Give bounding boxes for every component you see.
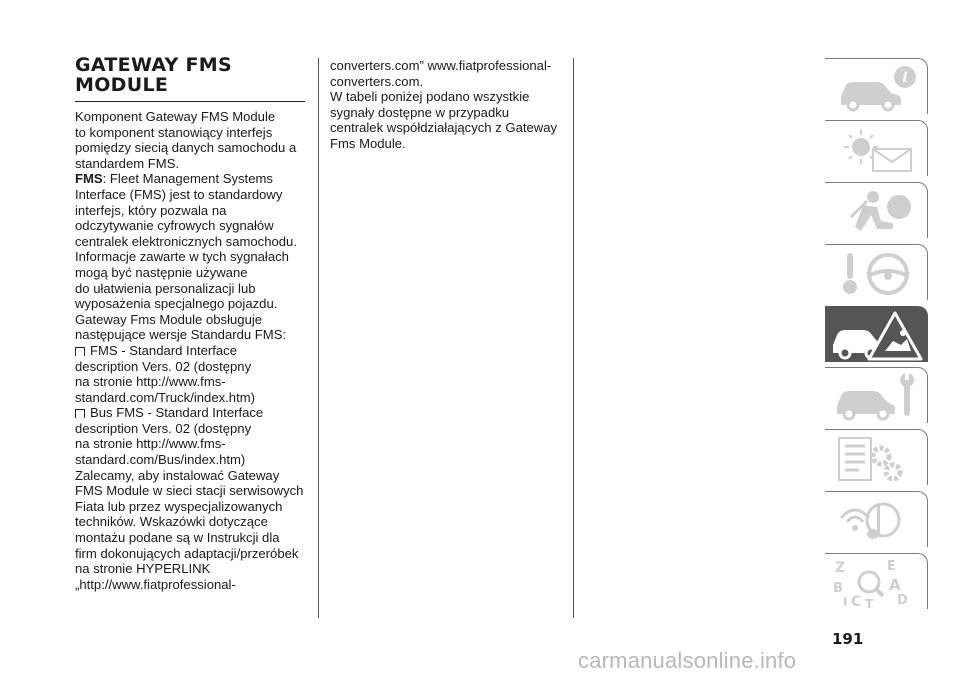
nav-tab-safety[interactable] [825,182,928,238]
continuation-paragraph: converters.com” www.fiatprofessional- converters.com. W tabeli poniżej podano wszystkie sygnały dostępne w przypadku centralek współdziałających z Gateway Fms Module. [330,58,558,151]
multimedia-music-icon [833,496,923,546]
nav-tab-emergency[interactable] [825,306,928,362]
car-info-icon [833,63,923,113]
fms-definition-paragraph [75,171,320,343]
svg-text:D: D [897,593,908,609]
svg-text:i: i [902,70,908,86]
alphabetical-index-icon [833,558,923,608]
svg-text:B: B [833,581,843,597]
bullet-item [75,343,320,405]
watermark-text: carmanualsonline.info [578,648,797,673]
chapter-navigation [825,58,929,615]
intro-paragraph: Komponent Gateway FMS Module to komponent stanowiący interfejs pomiędzy siecią danych samochodu a standardem FMS. [75,109,297,171]
svg-text:C: C [851,594,862,609]
car-crash-warning-icon [833,311,923,361]
bullet-text: FMS - Standard Interface description Vers. 02 (dostępny na stronie http://www.fms- standard.com/Truck/index.htm) [75,342,255,405]
nav-tab-index[interactable] [825,553,928,609]
recommendation-paragraph: Zalecamy, aby instalować Gateway FMS Module w sieci stacji serwisowych Fiata lub przez wyspecjalizowanych techników. Wskazówki dotyczące montażu podane są w Instrukcji dla firm dokonujących adaptacji/przeróbek na stronie HYPERLINK „http://www.fiatprofessional- [75,467,304,592]
bullet-item [75,405,320,467]
section-title-line2: MODULE [75,74,169,96]
svg-text:T: T [865,597,874,609]
seat-airbag-icon [833,187,923,237]
left-column [75,55,320,592]
technical-data-gear-icon [833,434,923,484]
car-maintenance-wrench-icon [833,372,923,422]
right-column [330,58,570,152]
svg-text:I: I [843,595,848,609]
bullet-marker-icon [75,409,85,418]
nav-tab-technical-data[interactable] [825,429,928,485]
nav-tab-multimedia[interactable] [825,491,928,547]
fms-term: FMS [75,171,103,187]
warning-lights-message-icon [833,125,923,175]
bullet-marker-icon [75,347,85,356]
bullet-text: Bus FMS - Standard Interface description Vers. 02 (dostępny na stronie http://www.fms- standard.com/Bus/index.htm) [75,405,264,468]
section-title [75,55,320,95]
column-divider [318,58,319,618]
nav-tab-maintenance[interactable] [825,367,928,423]
nav-tab-starting-driving[interactable] [825,244,928,300]
svg-text:Z: Z [835,560,846,577]
title-underline [75,101,305,102]
nav-tab-warning-lights[interactable] [825,120,928,176]
column-divider [573,58,574,618]
key-steering-wheel-icon [833,249,923,299]
fms-definition: : Fleet Management Systems Interface (FMS) jest to standardowy interfejs, który pozwala na odczytywanie cyfrowych sygnałów centralek elektronicznych samochodu. Informacje zawarte w tych sygnałach mogą być następnie używane do ułatwienia personalizacji lub wyposażenia specjalnego pojazdu. Gateway Fms Module obsługuje następujące wersje Standardu FMS: [75,171,297,343]
section-title-line1: GATEWAY FMS [75,54,232,76]
svg-text:E: E [887,559,896,575]
svg-text:A: A [889,576,901,595]
page-number: 191 [832,630,864,648]
nav-tab-car-info[interactable] [825,58,928,114]
